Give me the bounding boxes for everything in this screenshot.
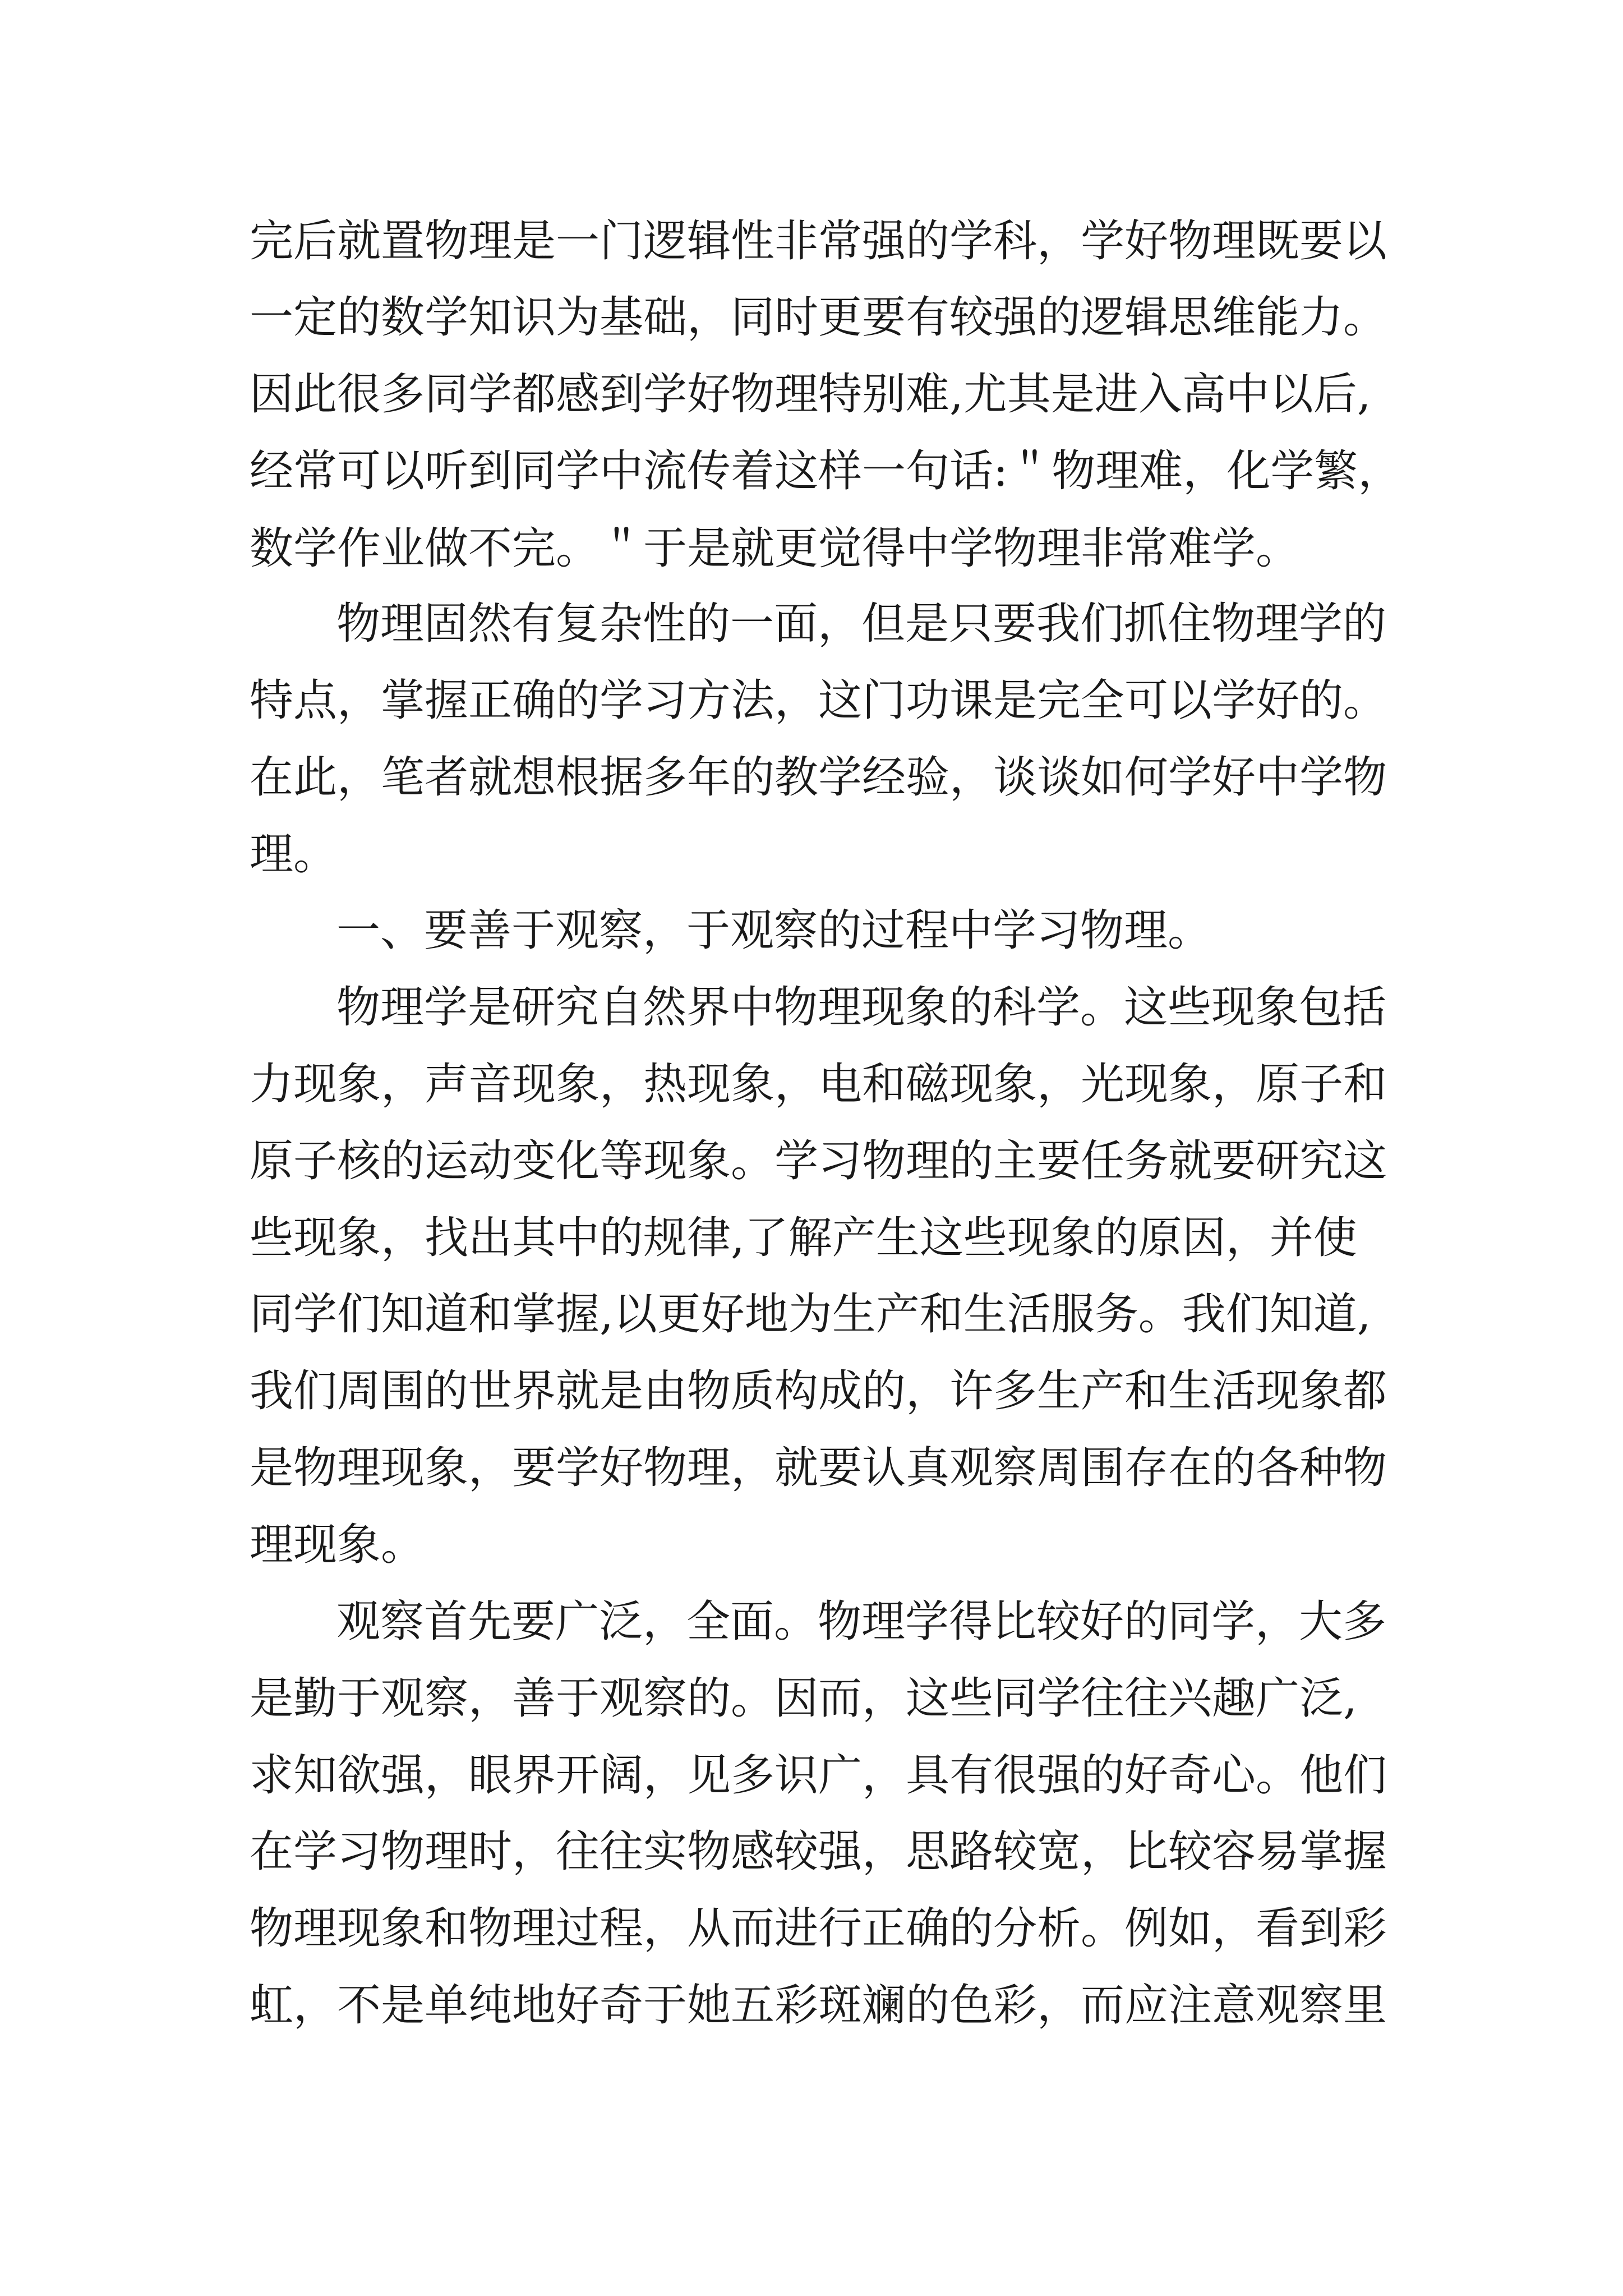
text-line: 原子核的运动变化等现象。学习物理的主要任务就要研究这 — [250, 1136, 1387, 1186]
text-line: 物理现象和物理过程，从而进行正确的分析。例如，看到彩 — [250, 1903, 1387, 1954]
text-line: 同学们知道和掌握,以更好地为生产和生活服务。我们知道, — [250, 1289, 1371, 1340]
text-line: 数学作业做不完。＂于是就更觉得中学物理非常难学。 — [250, 523, 1300, 574]
text-line: 些现象，找出其中的规律,了解产生这些现象的原因，并使 — [250, 1213, 1357, 1263]
text-line: 物理固然有复杂性的一面，但是只要我们抓住物理学的 — [336, 599, 1387, 649]
text-line: 虹，不是单纯地好奇于她五彩斑斓的色彩，而应注意观察里 — [250, 1980, 1387, 2031]
text-line: 特点，掌握正确的学习方法，这门功课是完全可以学好的。 — [250, 675, 1387, 726]
text-line: 物理学是研究自然界中物理现象的科学。这些现象包括 — [336, 982, 1387, 1033]
text-line: 理。 — [250, 829, 338, 880]
text-line: 是物理现象，要学好物理，就要认真观察周围存在的各种物 — [250, 1443, 1387, 1493]
text-line: 观察首先要广泛，全面。物理学得比较好的同学，大多 — [336, 1596, 1387, 1647]
text-line: 因此很多同学都感到学好物理特别难,尤其是进入高中以后, — [250, 369, 1371, 420]
text-line: 在学习物理时，往往实物感较强，思路较宽，比较容易掌握 — [250, 1826, 1387, 1877]
text-line: 经常可以听到同学中流传着这样一句话:＂物理难，化学繁， — [250, 446, 1402, 496]
text-line: 我们周围的世界就是由物质构成的，许多生产和生活现象都 — [250, 1366, 1387, 1416]
section-heading: 一、要善于观察，于观察的过程中学习物理。 — [336, 905, 1212, 956]
text-line: 一定的数学知识为基础，同时更要有较强的逻辑思维能力。 — [250, 292, 1387, 343]
text-line: 是勤于观察，善于观察的。因而，这些同学往往兴趣广泛, — [250, 1673, 1357, 1724]
text-line: 求知欲强，眼界开阔，见多识广，具有很强的好奇心。他们 — [250, 1750, 1387, 1801]
text-line: 完后就置物理是一门逻辑性非常强的学科，学好物理既要以 — [250, 216, 1387, 266]
text-line: 力现象，声音现象，热现象，电和磁现象，光现象，原子和 — [250, 1059, 1387, 1110]
text-line: 在此，笔者就想根据多年的教学经验，谈谈如何学好中学物 — [250, 752, 1387, 803]
text-line: 理现象。 — [250, 1520, 425, 1570]
